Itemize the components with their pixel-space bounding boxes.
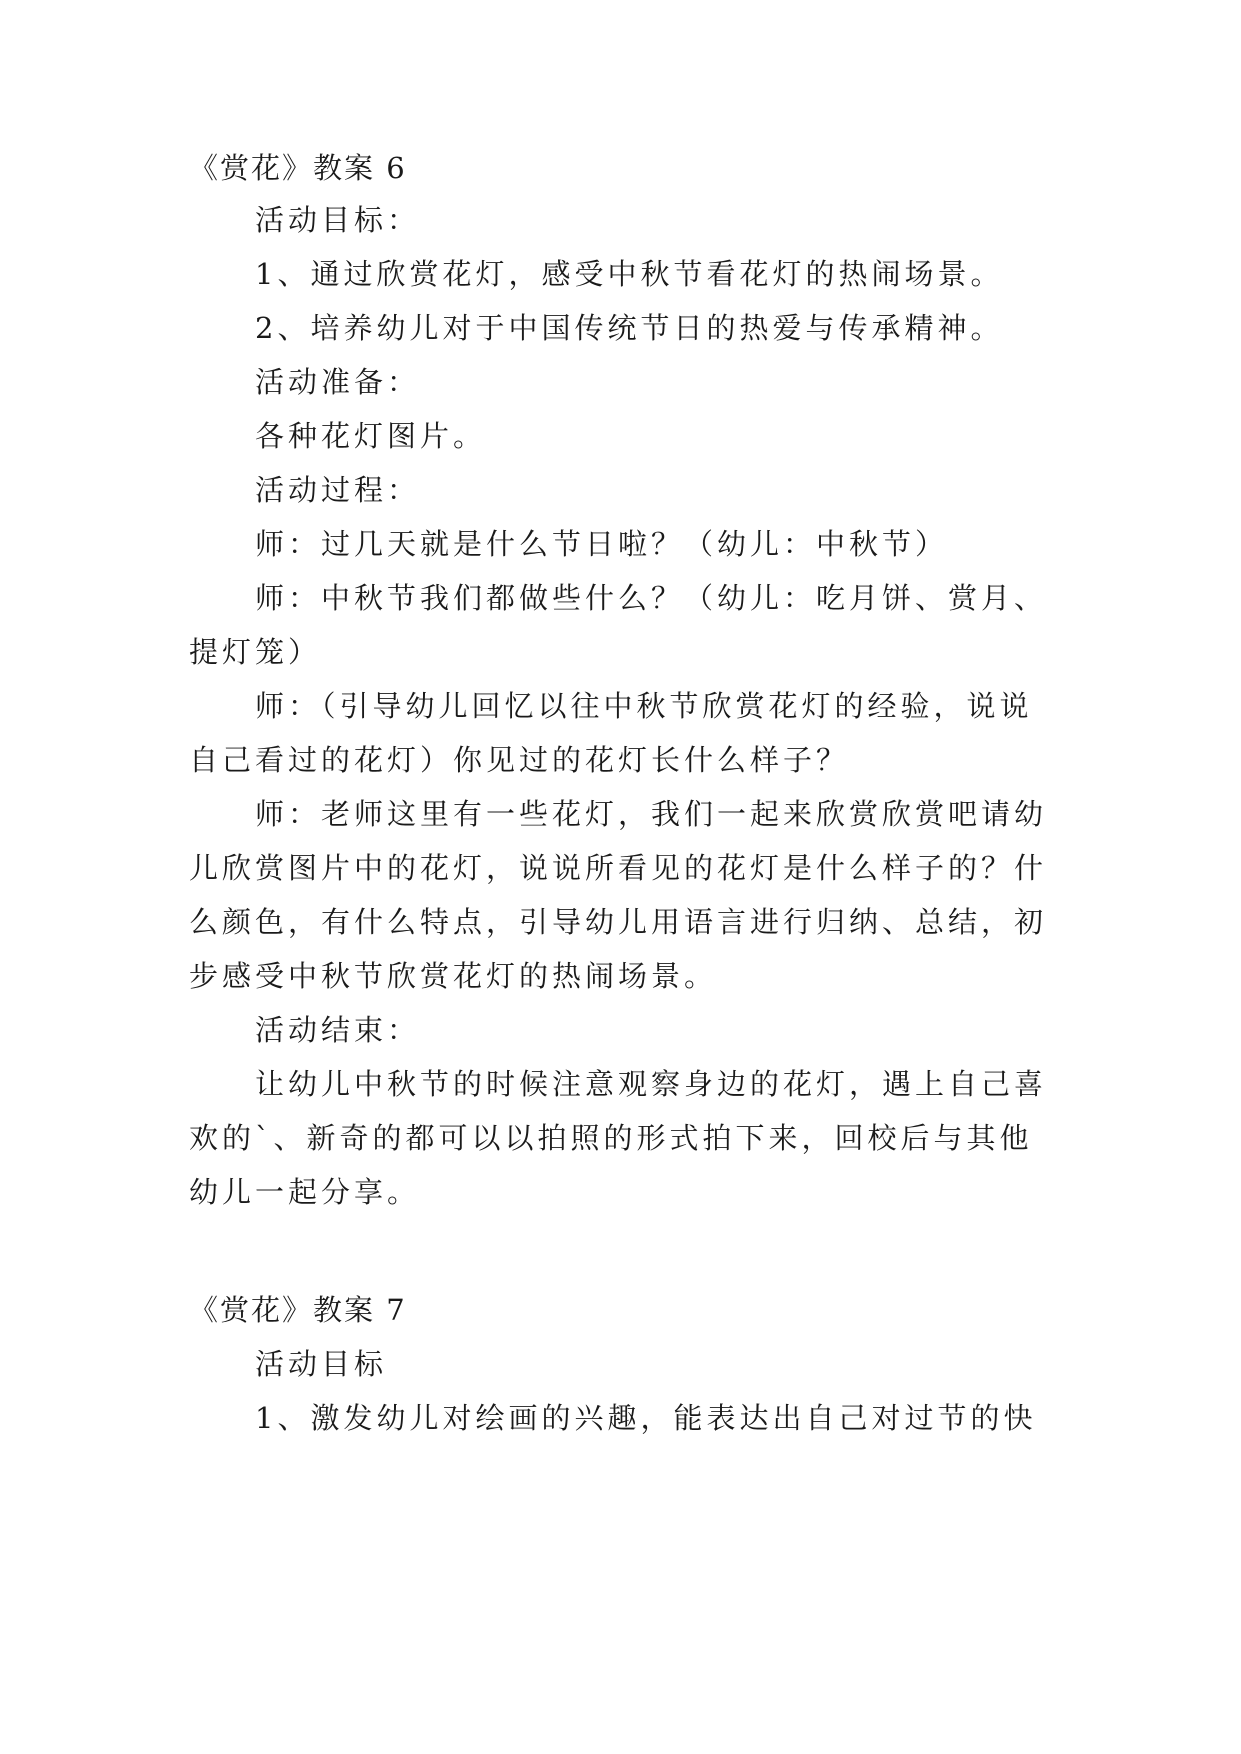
section-6-prep-text: 各种花灯图片。 (255, 419, 487, 453)
section-6-end-line-1: 让幼儿中秋节的时候注意观察身边的花灯，遇上自己喜 (255, 1067, 1048, 1101)
section-7-title: 《赏花》教案 7 (189, 1293, 407, 1327)
section-6-goal-1: 1、通过欣赏花灯，感受中秋节看花灯的热闹场景。 (255, 257, 1004, 291)
section-6-process-4-line-2: 儿欣赏图片中的花灯，说说所看见的花灯是什么样子的？什 (189, 851, 1048, 885)
section-6-prep-heading: 活动准备： (255, 365, 421, 399)
section-6-process-3-line-2: 自己看过的花灯）你见过的花灯长什么样子？ (189, 743, 850, 777)
section-7-goal-heading: 活动目标 (255, 1347, 388, 1381)
section-6-end-heading: 活动结束： (255, 1013, 421, 1047)
section-6-process-4-line-3: 么颜色，有什么特点，引导幼儿用语言进行归纳、总结，初 (189, 905, 1048, 939)
section-7-goal-1: 1、激发幼儿对绘画的兴趣，能表达出自己对过节的快 (255, 1401, 1037, 1435)
section-6-process-2-line-2: 提灯笼） (189, 635, 322, 669)
section-6-process-2-line-1: 师：中秋节我们都做些什么？（幼儿：吃月饼、赏月、 (255, 581, 1048, 615)
section-6-title: 《赏花》教案 6 (189, 151, 407, 185)
section-6-process-4-line-1: 师：老师这里有一些花灯，我们一起来欣赏欣赏吧请幼 (255, 797, 1048, 831)
section-6-goal-heading: 活动目标： (255, 203, 421, 237)
section-6-process-1: 师：过几天就是什么节日啦？（幼儿：中秋节） (255, 527, 949, 561)
section-6-process-4-line-4: 步感受中秋节欣赏花灯的热闹场景。 (189, 959, 718, 993)
section-6-process-3-line-1: 师：（引导幼儿回忆以往中秋节欣赏花灯的经验，说说 (255, 689, 1033, 723)
section-6-end-line-2: 欢的`、新奇的都可以以拍照的形式拍下来，回校后与其他 (189, 1121, 1033, 1155)
section-6-end-line-3: 幼儿一起分享。 (189, 1175, 421, 1209)
section-6-goal-2: 2、培养幼儿对于中国传统节日的热爱与传承精神。 (255, 311, 1004, 345)
section-6-process-heading: 活动过程： (255, 473, 421, 507)
